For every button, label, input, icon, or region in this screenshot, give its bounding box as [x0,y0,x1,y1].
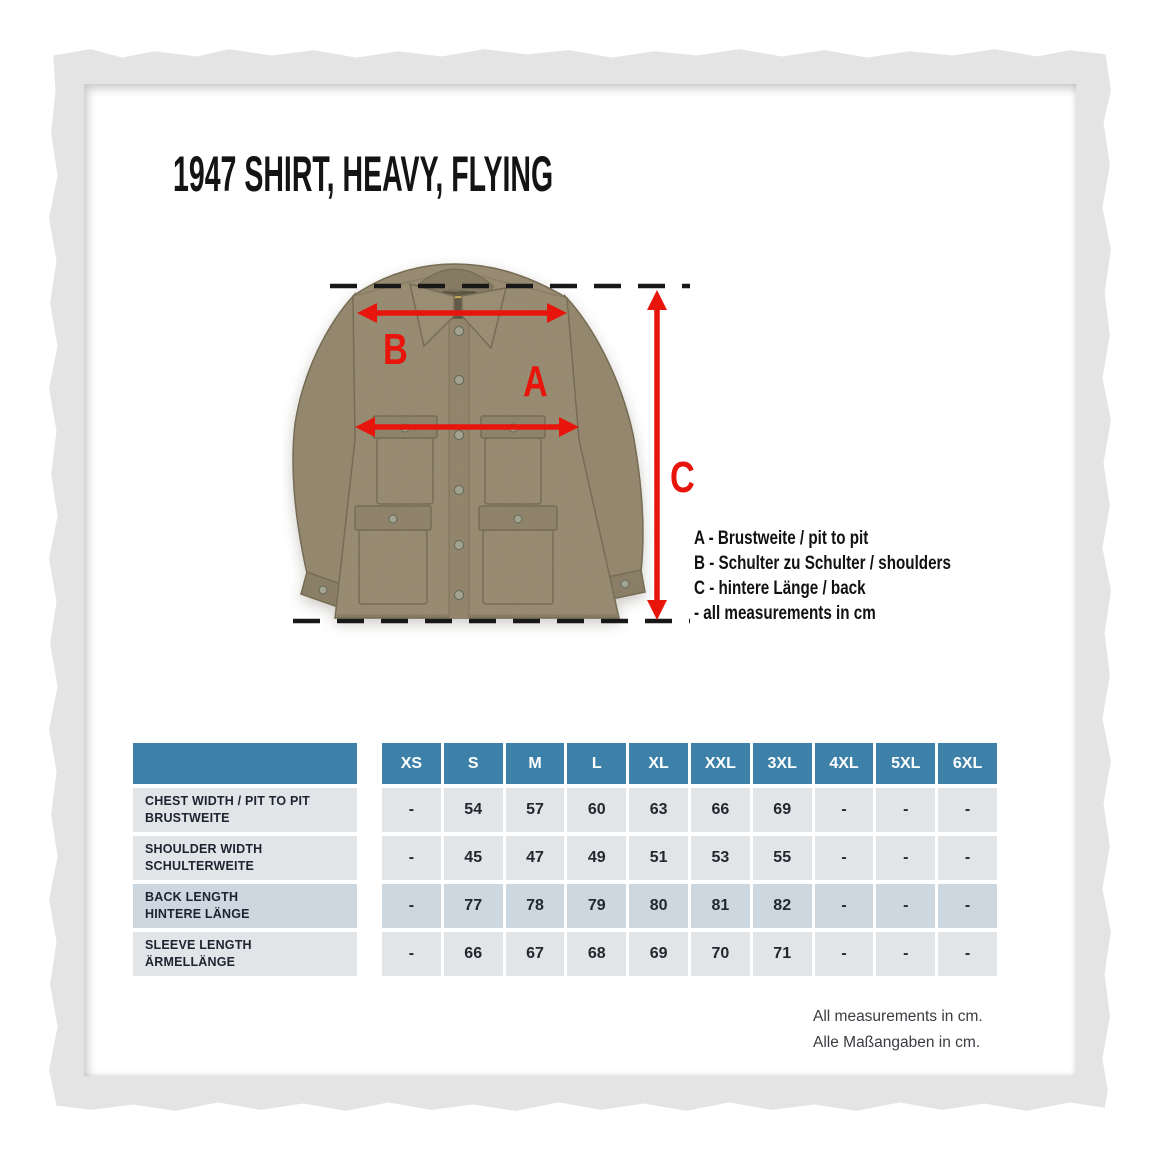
size-value-cell: 54 [444,788,503,832]
size-column-header: XL [629,743,688,784]
table-column-gap [360,788,379,832]
label-a: A [523,356,548,407]
size-value-cell: 47 [506,836,565,880]
size-value-cell: 70 [691,932,750,976]
size-value-cell: 68 [567,932,626,976]
size-value-cell: 66 [691,788,750,832]
size-value-cell: - [876,932,935,976]
size-column-header: 6XL [938,743,997,784]
size-value-cell: - [876,836,935,880]
size-value-cell: 67 [506,932,565,976]
size-value-cell: - [382,836,441,880]
size-value-cell: - [815,932,874,976]
size-column-header: M [506,743,565,784]
row-label [133,836,357,880]
size-value-cell: - [938,884,997,928]
row-label-de: HINTERE LÄNGE [145,907,250,921]
table-column-gap [360,836,379,880]
size-value-cell: 79 [567,884,626,928]
row-label [133,932,357,976]
size-value-cell: 66 [444,932,503,976]
size-value-cell: 82 [753,884,812,928]
size-value-cell: 60 [567,788,626,832]
size-column-header: 4XL [815,743,874,784]
size-table-corner-header [133,743,357,784]
size-value-cell: 45 [444,836,503,880]
measurement-legend [694,526,951,626]
size-value-cell: 69 [753,788,812,832]
size-column-header: XXL [691,743,750,784]
size-value-cell: - [938,932,997,976]
size-value-cell: - [876,788,935,832]
legend-line-a: A - Brustweite / pit to pit [694,527,869,549]
footnote-en: All measurements in cm. [813,1008,983,1025]
size-value-cell: - [382,788,441,832]
table-column-gap [360,932,379,976]
size-value-cell: 78 [506,884,565,928]
row-label-en: BACK LENGTH [145,890,239,905]
legend-line-b: B - Schulter zu Schulter / shoulders [694,552,951,574]
size-value-cell: - [382,884,441,928]
size-column-header: L [567,743,626,784]
size-column-header: 3XL [753,743,812,784]
size-value-cell: - [938,788,997,832]
footnote-de: Alle Maßangaben in cm. [813,1033,981,1051]
size-value-cell: - [876,884,935,928]
table-column-gap [360,884,379,928]
size-value-cell: - [382,932,441,976]
size-value-cell: 80 [629,884,688,928]
size-value-cell: 57 [506,788,565,832]
size-value-cell: - [815,884,874,928]
size-column-header: XS [382,743,441,784]
row-label-en: SLEEVE LENGTH [145,938,252,953]
size-value-cell: 63 [629,788,688,832]
size-value-cell: - [815,788,874,832]
legend-line-c: C - hintere Länge / back [694,577,866,599]
size-value-cell: 69 [629,932,688,976]
legend-line-units: - all measurements in cm [694,602,876,624]
measure-arrow-c [647,290,667,620]
size-value-cell: 71 [753,932,812,976]
jacket-illustration [283,250,683,650]
size-value-cell: 53 [691,836,750,880]
row-label-de: BRUSTWEITE [145,811,230,825]
row-label-en: SHOULDER WIDTH [145,842,263,857]
size-column-header: S [444,743,503,784]
size-column-header: 5XL [876,743,935,784]
product-title: 1947 SHIRT, HEAVY, FLYING [173,146,554,202]
row-label-en: CHEST WIDTH / PIT TO PIT [145,794,310,809]
row-label-de: ÄRMELLÄNGE [145,955,236,969]
size-value-cell: 49 [567,836,626,880]
row-label-de: SCHULTERWEITE [145,859,255,873]
size-value-cell: 77 [444,884,503,928]
row-label [133,884,357,928]
row-label [133,788,357,832]
measurements-footnote [813,1004,983,1055]
size-value-cell: 81 [691,884,750,928]
size-value-cell: 55 [753,836,812,880]
label-c: C [670,452,695,503]
size-table [133,743,997,976]
size-value-cell: - [938,836,997,880]
label-b: B [383,324,408,375]
size-value-cell: - [815,836,874,880]
size-value-cell: 51 [629,836,688,880]
table-column-gap [360,743,379,784]
